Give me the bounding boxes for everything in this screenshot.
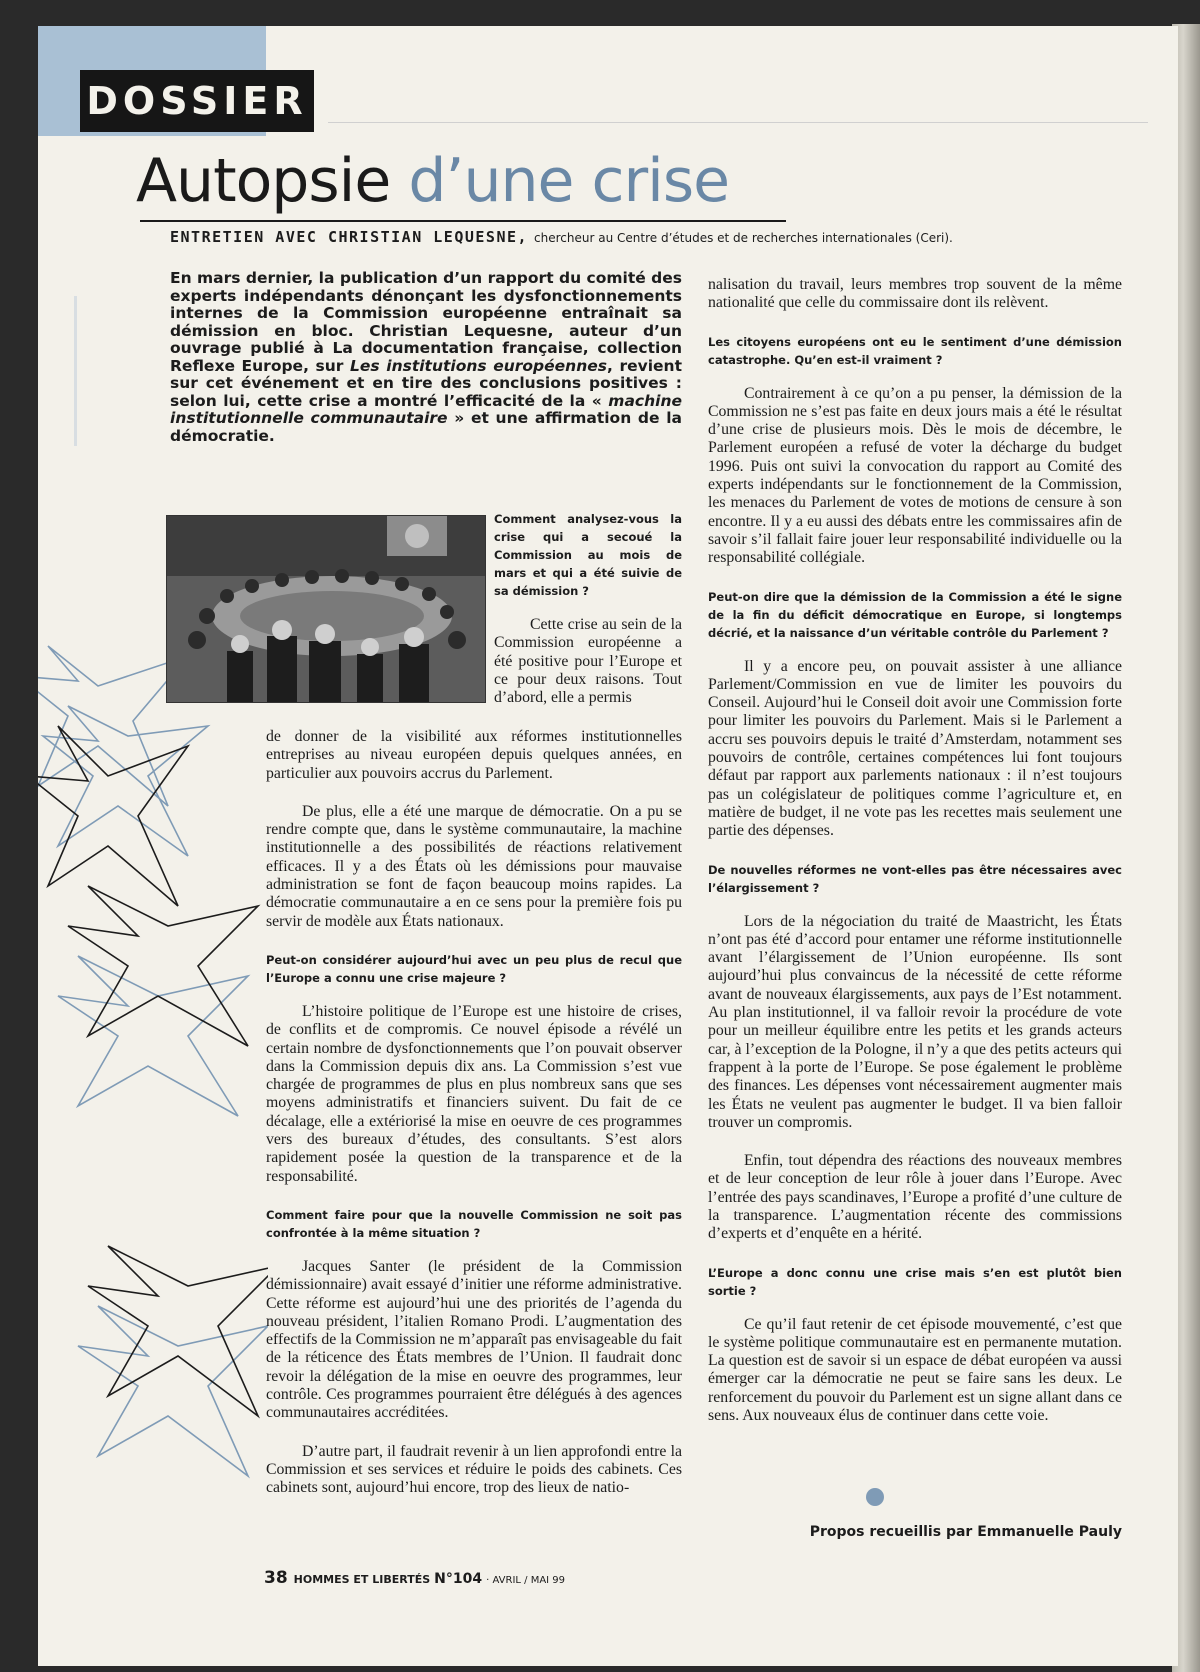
- question-2: Peut-on considérer aujourd’hui avec un peu plus de recul que l’Europe a connu une crise majeure ?: [266, 952, 682, 985]
- article-title: [136, 138, 729, 224]
- answer-6-paragraph-2: Enfin, tout dépendra des réactions des nouveaux membres et de leur conception de leur rôle à jouer dans l’Europe. Avec l’entrée des pays scandinaves, l’Europe a profité d’une culture de la transparence. L’augmentation récente des commissions d’experts et d’enquête en a hérité.: [708, 1152, 1122, 1243]
- commission-meeting-photo: [166, 515, 486, 703]
- answer-3-paragraph-1: Jacques Santer (le président de la Commission démissionnaire) avait essayé d’initier une réforme administrative. Cette réforme est aujourd’hui une des priorités de l’agenda du nouveau président, l’italien Romano Prodi. L’augmentation des effectifs de la Commission ne m’apparaît pas envisageable du fait de la réticence des États membres de l’Union. Il faudrait donc revoir la délégation de la mise en oeuvre des programmes, leur contrôle. Ces programmes pourraient être délégués à des agences communautaires accréditées.: [266, 1257, 682, 1422]
- title-underline: [140, 220, 786, 222]
- answer-1-start: Cette crise au sein de la Commission européenne a été positive pour l’Europe et ce pour deux raisons. Tout d’abord, elle a permis: [494, 616, 682, 707]
- answer-1-continued: de donner de la visibilité aux réformes institutionnelles entreprises au niveau européen depuis quelques années, en particulier aux pouvoirs accrus du Parlement.: [266, 728, 682, 782]
- issue-number: N°104: [434, 1571, 483, 1587]
- page-footer: [264, 1568, 704, 1590]
- bleed-through-text: [328, 102, 1148, 123]
- question-5: Peut-on dire que la démission de la Commission a été le signe de la fin du déficit démocratique en Europe, si longtemps décrié, et la naissance d’un véritable contrôle du Parlement ?: [708, 589, 1122, 640]
- lead-quote: machine institutionnelle communautaire: [170, 391, 682, 427]
- right-column: [708, 276, 1122, 1508]
- left-column: [266, 728, 682, 1538]
- magazine-name: HOMMES ET LIBERTÉS: [293, 1573, 431, 1586]
- subtitle-interview-with: ENTRETIEN AVEC CHRISTIAN LEQUESNE,: [170, 228, 529, 246]
- interview-credit: Propos recueillis par Emmanuelle Pauly: [809, 1524, 1122, 1540]
- title-dark-part: Autopsie: [136, 146, 391, 216]
- answer-1-paragraph-2: De plus, elle a été une marque de démocratie. On a pu se rendre compte que, dans le système communautaire, la machine institutionnelle a des possibilités de réactions relativement efficaces. Il y a des États où les démissions pour mauvaise administration se font de façon beaucoup moins rapides. La démocratie communautaire a en ce sens pour la première fois pu servir de modèle aux États nationaux.: [266, 802, 682, 930]
- answer-6-paragraph-1: Lors de la négociation du traité de Maastricht, les États n’ont pas été d’accord pour entamer une réforme institutionnelle avant l’élargissement de l’Union européenne. Ils sont aujourd’hui plus convaincus de la nécessité de cette réforme avant de nouveaux élargissements, aux pays de l’Est notamment. Au plan institutionnel, il va falloir revoir la procédure de vote pour un meilleur équilibre entre les petits et les grands acteurs car, à l’exception de la Pologne, il n’y a que des petits acteurs qui frappent à la porte de l’Europe. Se pose également le problème des finances. Les dépenses vont nécessairement augmenter mais les États ne veulent pas augmenter le budget. Il va bien falloir trouver un compromis.: [708, 912, 1122, 1131]
- stars-decoration: [38, 626, 268, 1626]
- question-6: De nouvelles réformes ne vont-elles pas être nécessaires avec l’élargissement ?: [708, 862, 1122, 895]
- column-beside-photo: [494, 510, 682, 728]
- answer-3-continued: nalisation du travail, leurs membres trop souvent de la même nationalité que celle du commissaire dont ils relèvent.: [708, 276, 1122, 312]
- answer-2: L’histoire politique de l’Europe est une histoire de crises, de conflits et de compromis. Ce nouvel épisode a révélé un certain nombre de dysfonctionnements que l’on pouvait observer dans la Commission depuis dix ans. La Commission s’est vue chargée de programmes de plus en plus nombreux sans que ses moyens administratifs et financiers suivent. Du fait de ce décalage, elle a extériorisé la mise en oeuvre de ces programmes vers des bureaux d’études, des consultants. S’est alors rapidement posée la question de la transparence et de la responsabilité.: [266, 1002, 682, 1185]
- question-4: Les citoyens européens ont eu le sentiment d’une démission catastrophe. Qu’en est-il vraiment ?: [708, 334, 1122, 367]
- question-7: L’Europe a donc connu une crise mais s’en est plutôt bien sortie ?: [708, 1265, 1122, 1298]
- section-label: DOSSIER: [80, 70, 314, 132]
- article-subtitle: [170, 228, 1130, 252]
- lead-book-title: Les institutions européennes: [350, 356, 607, 375]
- question-3: Comment faire pour que la nouvelle Commission ne soit pas confrontée à la même situation ?: [266, 1207, 682, 1240]
- end-of-article-dot: [866, 1488, 884, 1506]
- answer-3-paragraph-2: D’autre part, il faudrait revenir à un lien approfondi entre la Commission et ses services et réduire le poids des cabinets. Ces cabinets sont, aujourd’hui encore, trop des lieux de natio-: [266, 1442, 682, 1497]
- page-number: 38: [264, 1568, 288, 1588]
- answer-7: Ce qu’il faut retenir de cet épisode mouvementé, c’est que le système politique communautaire est en permanente mutation. La question est de savoir si un espace de débat européen va aussi émerger car la démocratie ne peut se faire sans les deux. Le renforcement du pouvoir du Parlement est un signe allant dans ce sens. Aux nouveaux élus de continuer dans cette voie.: [708, 1315, 1122, 1425]
- lead-part-1: En mars dernier, la publication d’un rapport du comité des experts indépendants dénonçant les dysfonctionnements internes de la Commission européenne entraînait sa démission en bloc. Christian Lequesne, auteur d’un ouvrage publié à La documentation française, collection Reflexe Europe, sur: [170, 270, 682, 375]
- question-1: Comment analysez-vous la crise qui a secoué la Commission au mois de mars et qui a été suivie de sa démission ?: [494, 512, 682, 598]
- title-blue-part: d’une crise: [408, 146, 730, 216]
- subtitle-affiliation: chercheur au Centre d’études et de recherches internationales (Ceri).: [534, 231, 953, 245]
- lead-part-2: , revient sur cet événement et en tire des conclusions positives : selon lui, cette crise a montré l’efficacité de la «: [170, 356, 682, 410]
- answer-5: Il y a encore peu, on pouvait assister à une alliance Parlement/Commission en vue de limiter les pouvoirs du Conseil. Aujourd’hui le Conseil doit avoir une Commission forte pour limiter les pouvoirs du Parlement. Mais si le Parlement a accru ses pouvoirs depuis le traité d’Amsterdam, notamment ses pouvoirs de contrôle, certaines compétences lui font toujours défaut par rapport aux parlements nationaux : il n’est toujours pas un colégislateur de politiques comme l’agriculture et, en matière de budget, il ne vote pas les recettes mais seulement une partie des dépenses.: [708, 657, 1122, 840]
- article-lead: [170, 270, 682, 500]
- lead-part-3: » et une affirmation de la démocratie.: [170, 409, 682, 445]
- answer-4: Contrairement à ce qu’on a pu penser, la démission de la Commission ne s’est pas faite en deux jours mais a été le résultat d’une crise de plusieurs mois. Dès le mois de décembre, le Parlement européen a refusé de voter la décharge du budget 1996. Puis ont suivi la convocation du rapport au Comité des experts indépendants sur le fonctionnement de la Commission, les menaces du Parlement de votes de motions de censure à son encontre. Il y a eu aussi des débats entre les commissaires afin de savoir s’il fallait faire jouer leur responsabilité individuelle ou la responsabilité collégiale.: [708, 384, 1122, 567]
- bleed-through-margin: [74, 296, 141, 446]
- issue-date: · AVRIL / MAI 99: [486, 1575, 566, 1586]
